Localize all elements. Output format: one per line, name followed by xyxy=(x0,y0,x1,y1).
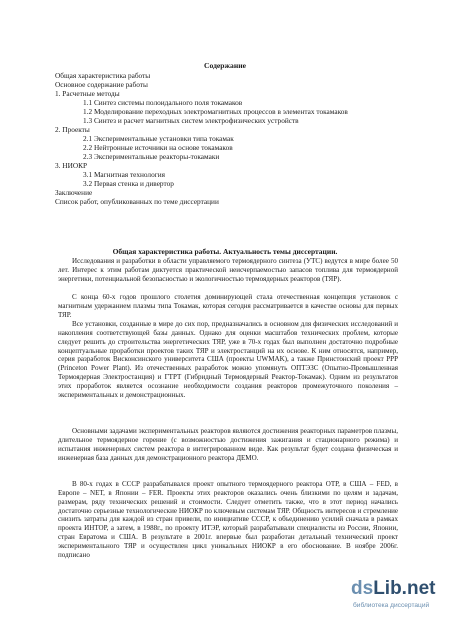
toc-item: 3.1 Магнитная технология xyxy=(83,170,165,179)
toc-item: Основное содержание работы xyxy=(55,80,148,89)
toc-item: 2.3 Экспериментальные реакторы-токамаки xyxy=(83,152,220,161)
dslib-logo: dsLib.net xyxy=(351,578,436,599)
toc-item: 1.3 Синтез и расчет магнитных систем электрофизических устройств xyxy=(83,116,299,125)
paragraph: Основными задачами экспериментальных реакторов являются достижения реакторных параметров плазмы, длительное термоядерное горение (с возможностью достижения зажигания и стационарного режима) и испытания инженерных систем реактора в интегрированном виде. Как результат будет создана физическая и инженерная база данных для демонстрационного реактора ДЕМО. xyxy=(58,427,398,462)
toc-item: Заключение xyxy=(55,188,93,197)
toc-item: 2.2 Нейтронные источники на основе токамаков xyxy=(83,143,233,152)
toc-item: Общая характеристика работы xyxy=(55,71,151,80)
toc-item: 3. НИОКР xyxy=(55,161,88,170)
toc-item: Список работ, опубликованных по теме диссертации xyxy=(55,197,219,206)
paragraph: Исследования и разработки в области управляемого термоядерного синтеза (УТС) ведутся в мире более 50 лет. Интерес к этим работам диктуется практической неисчерпаемостью запасов топлива для термоядерной энергетики, потенциальной безопасностью и экологичностью термоядерных реакторов (ТЯР). xyxy=(58,257,398,283)
toc-item: 1. Расчетные методы xyxy=(55,89,120,98)
toc-item: 2. Проекты xyxy=(55,125,90,134)
toc-item: 3.2 Первая стенка и дивертор xyxy=(83,179,174,188)
toc-item: 1.1 Синтез системы полоидального поля токамаков xyxy=(83,98,243,107)
paragraph: С конца 60-х годов прошлого столетия доминирующей стала отечественная концепция установок с магнитным удержанием плазмы типа Токамак, которая сегодня рассматривается в качестве основы для первых ТЯР. xyxy=(58,293,398,319)
paragraph: Все установки, созданные в мире до сих пор, предназначались в основном для физических исследований и накопления соответствующей базы данных. Однако для оценки масштабов технических проблем, которые следует решить до строительства энергетических ТЯР, уже в 70-х годах был выполнен достаточно подробные концептуальные проработки проектов таких ТЯР и электростанций на их основе. К ним относятся, например, серия разработок Висконсинского университета США (проекты UWMAK), а также Принстонский проект PPP (Princeton Power Plant). Из отечественных разработок можно упомянуть ОПТЭЗС (Опытно-Промышленная Термоядерная Электростанция) и ГТРТ (Гибридный Термоядерный Реактор-Токамак). Одним из результатов этих проработок является осознание необходимости создания реакторов промежуточного поколения – экспериментальных и демонстрационных. xyxy=(58,320,398,399)
paragraph: В 80-х годах в СССР разрабатывался проект опытного термоядерного реактора ОТР, в США – FED, в Европе – NET, в Японии – FER. Проекты этих реакторов оказались очень близкими по целям и задачам, размерам, ряду технических решений и стоимости. Следует отметить также, что в этот период начались достаточно серьезные технологические НИОКР по ключевым системам ТЯР. Общность интересов и стремление снизить затраты для каждой из стран привели, по инициативе СССР, к объединению усилий сначала в рамках проекта ИНТОР, а затем, в 1988г., по проекту ИТЭР, который разрабатывали специалисты из России, Японии, стран Евратома и США. В результате в 2001г. впервые был разработан детальный технический проект экспериментального ТЯР и осуществлен цикл уникальных НИОКР в его обоснование. В ноябре 2006г. подписано xyxy=(58,480,398,559)
toc-item: 1.2 Моделирование переходных электромагнитных процессов в элементах токамаков xyxy=(83,107,348,116)
section-title: Общая характеристика работы. Актуальность темы диссертации. xyxy=(112,247,338,256)
toc-item: 2.1 Экспериментальные установки типа токамак xyxy=(83,134,234,143)
document-title: Содержание xyxy=(204,61,246,70)
watermark-subtitle: библиотека диссертаций xyxy=(353,602,430,609)
dslib-watermark[interactable] xyxy=(351,578,450,619)
